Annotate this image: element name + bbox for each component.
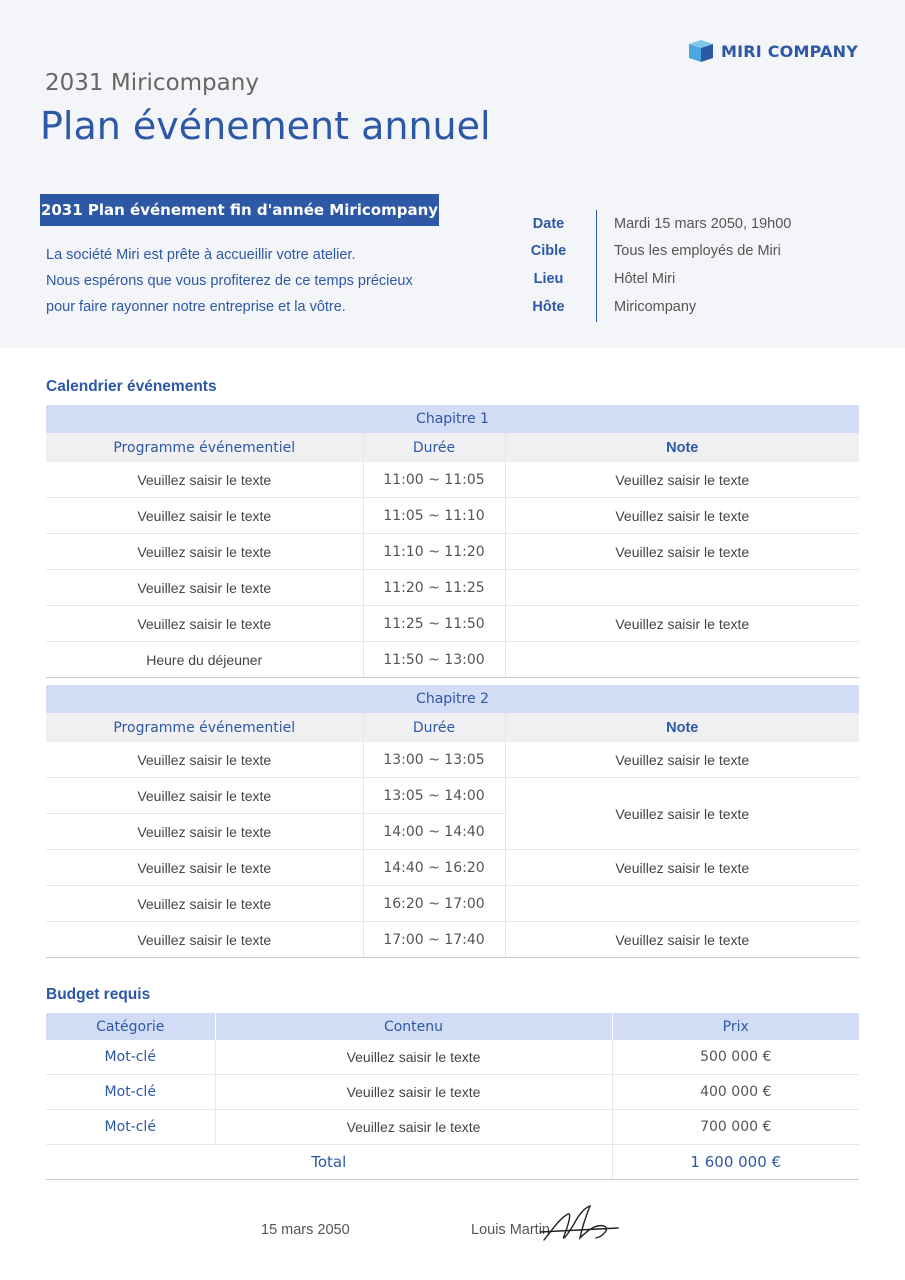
program-cell: Veuillez saisir le texte bbox=[46, 814, 363, 850]
chapter-title: Chapitre 2 bbox=[46, 685, 859, 713]
table-row bbox=[46, 922, 859, 958]
handwritten-signature bbox=[538, 1200, 622, 1252]
info-value: Mardi 15 mars 2050, 19h00 bbox=[614, 216, 792, 232]
program-cell: Veuillez saisir le texte bbox=[46, 742, 363, 778]
intro-line: pour faire rayonner notre entreprise et la vôtre. bbox=[46, 299, 346, 315]
program-cell: Veuillez saisir le texte bbox=[46, 886, 363, 922]
price-cell: 700 000 € bbox=[612, 1110, 859, 1145]
cube-logo-icon bbox=[689, 40, 717, 62]
content-cell: Veuillez saisir le texte bbox=[215, 1110, 612, 1145]
category-cell: Mot-clé bbox=[46, 1040, 215, 1075]
note-cell bbox=[505, 642, 859, 678]
duration-cell: 11:50 ~ 13:00 bbox=[363, 642, 505, 678]
table-row bbox=[46, 462, 859, 498]
program-cell: Veuillez saisir le texte bbox=[46, 570, 363, 606]
table-row bbox=[46, 850, 859, 886]
table-row bbox=[46, 1075, 859, 1110]
document-title: Plan événement annuel bbox=[40, 104, 491, 148]
chapter2-table bbox=[46, 685, 859, 958]
info-label: Hôte bbox=[532, 299, 565, 315]
table-row bbox=[46, 534, 859, 570]
note-cell: Veuillez saisir le texte bbox=[505, 850, 859, 886]
note-cell: Veuillez saisir le texte bbox=[505, 778, 859, 850]
intro-text bbox=[46, 242, 413, 320]
table-row bbox=[46, 570, 859, 606]
total-label: Total bbox=[46, 1145, 612, 1180]
budget-section-title: Budget requis bbox=[46, 986, 151, 1003]
intro-line: Nous espérons que vous profiterez de ce temps précieux bbox=[46, 273, 413, 289]
table-row bbox=[46, 1040, 859, 1075]
note-cell: Veuillez saisir le texte bbox=[505, 606, 859, 642]
chapter1-table bbox=[46, 405, 859, 678]
duration-cell: 13:05 ~ 14:00 bbox=[363, 778, 505, 814]
price-cell: 500 000 € bbox=[612, 1040, 859, 1075]
category-cell: Mot-clé bbox=[46, 1110, 215, 1145]
program-cell: Veuillez saisir le texte bbox=[46, 498, 363, 534]
info-value: Miricompany bbox=[614, 299, 697, 315]
program-cell: Veuillez saisir le texte bbox=[46, 922, 363, 958]
note-cell: Veuillez saisir le texte bbox=[505, 534, 859, 570]
table-row bbox=[46, 742, 859, 778]
content-cell: Veuillez saisir le texte bbox=[215, 1040, 612, 1075]
duration-cell: 13:00 ~ 13:05 bbox=[363, 742, 505, 778]
program-cell: Veuillez saisir le texte bbox=[46, 778, 363, 814]
program-cell: Heure du déjeuner bbox=[46, 642, 363, 678]
table-row bbox=[46, 1110, 859, 1145]
column-header-duration: Durée bbox=[363, 433, 505, 462]
column-header-program: Programme événementiel bbox=[46, 433, 363, 462]
column-header-note: Note bbox=[505, 433, 859, 462]
intro-line: La société Miri est prête à accueillir votre atelier. bbox=[46, 247, 356, 263]
program-cell: Veuillez saisir le texte bbox=[46, 606, 363, 642]
info-label: Cible bbox=[530, 243, 567, 259]
total-row bbox=[46, 1145, 859, 1180]
duration-cell: 14:40 ~ 16:20 bbox=[363, 850, 505, 886]
column-header-content: Contenu bbox=[215, 1013, 612, 1040]
note-cell bbox=[505, 570, 859, 606]
duration-cell: 14:00 ~ 14:40 bbox=[363, 814, 505, 850]
info-value: Hôtel Miri bbox=[614, 271, 676, 287]
column-header-duration: Durée bbox=[363, 713, 505, 742]
table-row bbox=[46, 886, 859, 922]
table-row bbox=[46, 498, 859, 534]
column-header-note: Note bbox=[505, 713, 859, 742]
chapter-title: Chapitre 1 bbox=[46, 405, 859, 433]
signature-date: 15 mars 2050 bbox=[261, 1222, 350, 1238]
program-cell: Veuillez saisir le texte bbox=[46, 462, 363, 498]
program-cell: Veuillez saisir le texte bbox=[46, 850, 363, 886]
table-row bbox=[46, 778, 859, 814]
signature-name: Louis Martin bbox=[471, 1222, 550, 1238]
column-header-category: Catégorie bbox=[46, 1013, 215, 1040]
note-cell: Veuillez saisir le texte bbox=[505, 742, 859, 778]
price-cell: 400 000 € bbox=[612, 1075, 859, 1110]
duration-cell: 17:00 ~ 17:40 bbox=[363, 922, 505, 958]
duration-cell: 11:00 ~ 11:05 bbox=[363, 462, 505, 498]
duration-cell: 16:20 ~ 17:00 bbox=[363, 886, 505, 922]
document-subtitle: 2031 Miricompany bbox=[45, 70, 259, 96]
event-banner: 2031 Plan événement fin d'année Miricompany bbox=[40, 194, 439, 226]
company-logo bbox=[689, 40, 858, 62]
total-value: 1 600 000 € bbox=[612, 1145, 859, 1180]
note-cell: Veuillez saisir le texte bbox=[505, 462, 859, 498]
table-row bbox=[46, 606, 859, 642]
column-header-program: Programme événementiel bbox=[46, 713, 363, 742]
content-cell: Veuillez saisir le texte bbox=[215, 1075, 612, 1110]
budget-table bbox=[46, 1013, 859, 1180]
duration-cell: 11:25 ~ 11:50 bbox=[363, 606, 505, 642]
info-label: Date bbox=[532, 216, 565, 232]
info-value: Tous les employés de Miri bbox=[614, 243, 781, 259]
category-cell: Mot-clé bbox=[46, 1075, 215, 1110]
info-label: Lieu bbox=[533, 271, 564, 287]
note-cell bbox=[505, 886, 859, 922]
duration-cell: 11:10 ~ 11:20 bbox=[363, 534, 505, 570]
logo-text: MIRI COMPANY bbox=[721, 41, 859, 61]
column-header-price: Prix bbox=[612, 1013, 859, 1040]
duration-cell: 11:05 ~ 11:10 bbox=[363, 498, 505, 534]
table-row bbox=[46, 642, 859, 678]
duration-cell: 11:20 ~ 11:25 bbox=[363, 570, 505, 606]
note-cell: Veuillez saisir le texte bbox=[505, 922, 859, 958]
calendar-section-title: Calendrier événements bbox=[46, 378, 217, 395]
program-cell: Veuillez saisir le texte bbox=[46, 534, 363, 570]
note-cell: Veuillez saisir le texte bbox=[505, 498, 859, 534]
